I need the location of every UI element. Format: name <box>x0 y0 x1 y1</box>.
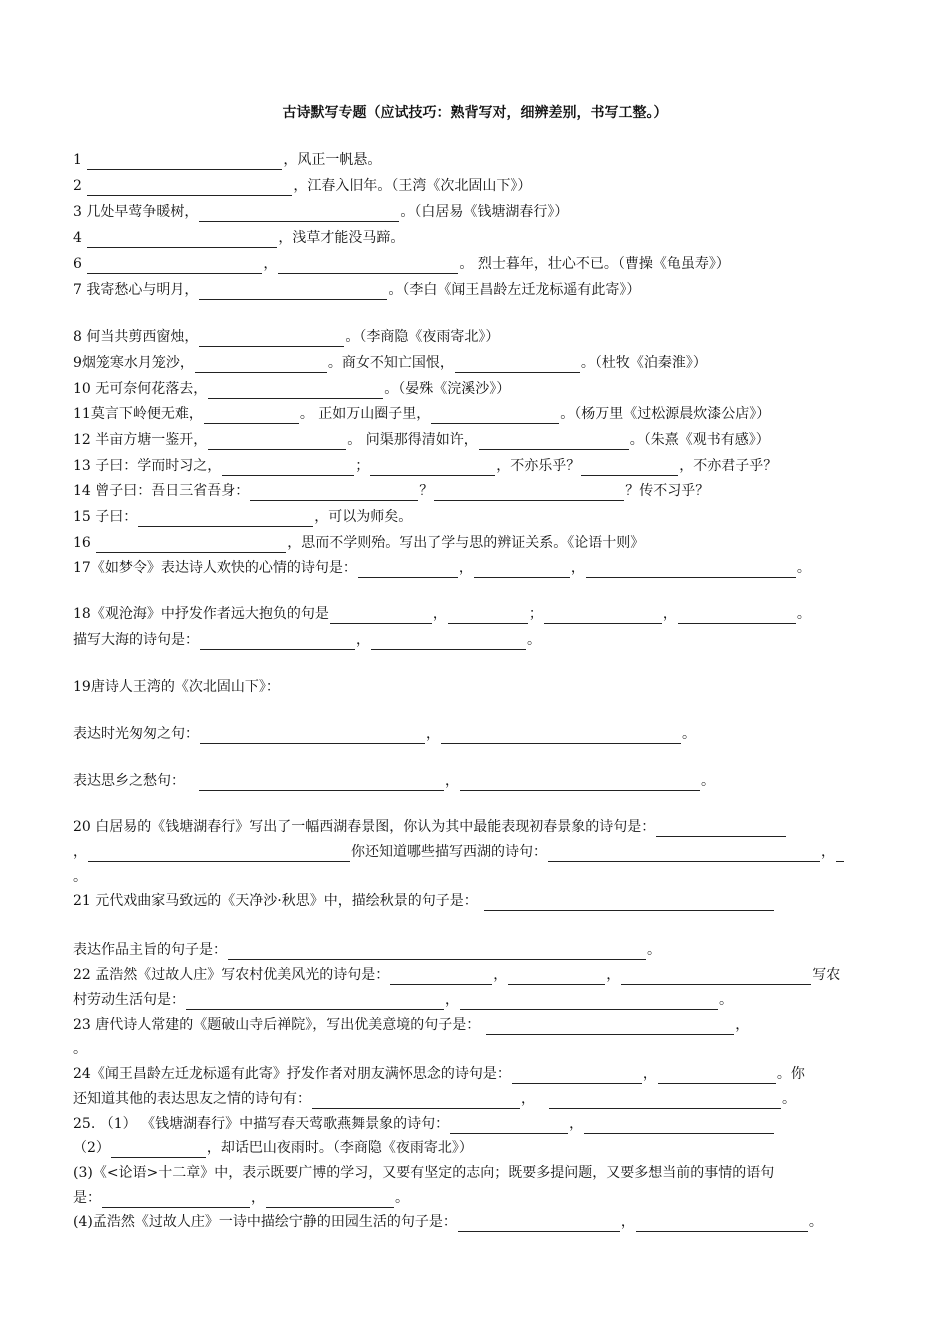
page-title: 古诗默写专题（应试技巧：熟背写对，细辨差别，书写工整。） <box>282 105 668 121</box>
question-13: 13 子曰：学而时习之， ； ，不亦乐乎？ ，不亦君子乎？ <box>73 458 778 474</box>
answer-blank[interactable] <box>656 822 786 837</box>
question-24-line-2: 还知道其他的表达思友之情的诗句有： ， 。 <box>73 1091 796 1107</box>
answer-blank[interactable] <box>266 1193 394 1208</box>
answer-blank[interactable] <box>621 970 811 985</box>
answer-blank[interactable] <box>195 358 327 373</box>
question-2: 2 ，江春入旧年。（王湾《次北固山下》） <box>73 178 532 194</box>
answer-blank[interactable] <box>330 609 432 624</box>
answer-blank[interactable] <box>200 635 355 650</box>
answer-blank[interactable] <box>371 635 526 650</box>
answer-blank[interactable] <box>544 609 662 624</box>
answer-blank[interactable] <box>434 486 624 501</box>
question-21-line-1: 21 元代戏曲家马致远的《天净沙·秋思》中，描绘秋景的句子是： <box>73 891 775 911</box>
answer-blank[interactable] <box>186 995 444 1010</box>
answer-blank[interactable] <box>138 512 313 527</box>
answer-blank[interactable] <box>111 1143 206 1158</box>
answer-blank[interactable] <box>581 461 678 476</box>
question-11: 11莫言下岭便无难， 。 正如万山圈子里， 。（杨万里《过松源晨炊漆公店》） <box>73 406 771 422</box>
answer-blank[interactable] <box>479 435 629 450</box>
question-17: 17《如梦令》表达诗人欢快的心情的诗句是： ， ， 。 <box>73 560 811 576</box>
answer-blank[interactable] <box>222 461 354 476</box>
answer-blank[interactable] <box>586 563 796 578</box>
answer-blank[interactable] <box>441 729 681 744</box>
answer-blank[interactable] <box>228 945 646 960</box>
answer-blank[interactable] <box>87 181 292 196</box>
answer-blank[interactable] <box>549 1094 781 1109</box>
answer-blank[interactable] <box>200 729 425 744</box>
answer-blank[interactable] <box>486 1020 734 1035</box>
answer-blank[interactable] <box>358 563 458 578</box>
answer-blank[interactable] <box>102 1193 250 1208</box>
question-23-line-1: 23 唐代诗人常建的《题破山寺后禅院》，写出优美意境的句子是： ， <box>73 1017 750 1033</box>
answer-blank[interactable] <box>199 332 344 347</box>
answer-blank[interactable] <box>584 1119 774 1134</box>
answer-blank[interactable] <box>250 486 418 501</box>
answer-blank[interactable] <box>88 847 350 862</box>
answer-blank[interactable] <box>458 1217 620 1232</box>
question-25-2: （2） ，却话巴山夜雨时。（李商隐《夜雨寄北》） <box>73 1140 473 1156</box>
answer-blank[interactable] <box>448 609 528 624</box>
answer-blank[interactable] <box>431 409 559 424</box>
answer-blank[interactable] <box>460 776 700 791</box>
question-19: 19唐诗人王湾的《次北固山下》： <box>73 679 280 695</box>
question-10: 10 无可奈何花落去， 。（晏殊《浣溪沙》） <box>73 381 511 397</box>
answer-blank[interactable] <box>204 409 299 424</box>
answer-blank[interactable] <box>87 155 282 170</box>
answer-blank[interactable] <box>96 538 286 553</box>
answer-blank[interactable] <box>474 563 570 578</box>
answer-blank[interactable] <box>836 847 844 862</box>
answer-blank[interactable] <box>370 461 495 476</box>
answer-blank[interactable] <box>455 358 580 373</box>
question-23-line-2: 。 <box>73 1041 87 1057</box>
question-20-line-1: 20 白居易的《钱塘湖春行》写出了一幅西湖春景图，你认为其中最能表现初春景象的诗句是： <box>73 817 787 837</box>
question-25-3-answers: 是： ， 。 <box>73 1190 409 1206</box>
question-18-line-1: 18《观沧海》中抒发作者远大抱负的句是 ， ； ， 。 <box>73 606 811 622</box>
question-22-line-2: 村劳动生活句是： ， 。 <box>73 992 733 1008</box>
question-20-line-3: 。 <box>73 869 87 885</box>
answer-blank[interactable] <box>312 1094 520 1109</box>
question-3: 3 几处早莺争暖树， 。（白居易《钱塘湖春行》） <box>73 204 569 220</box>
answer-blank[interactable] <box>208 384 383 399</box>
question-8: 8 何当共剪西窗烛， 。（李商隐《夜雨寄北》） <box>73 329 500 345</box>
question-25-1: 25. （1） 《钱塘湖春行》中描写春天莺歌燕舞景象的诗句： ， <box>73 1114 775 1134</box>
answer-blank[interactable] <box>460 995 718 1010</box>
answer-blank[interactable] <box>199 285 387 300</box>
answer-blank[interactable] <box>484 896 774 911</box>
question-22-line-1: 22 孟浩然《过故人庄》写农村优美风光的诗句是： ， ， 写农 <box>73 967 841 983</box>
answer-blank[interactable] <box>87 233 277 248</box>
question-19-homesick: 表达思乡之愁句： ， 。 <box>73 773 715 789</box>
answer-blank[interactable] <box>87 259 262 274</box>
question-20-line-2: ， 你还知道哪些描写西湖的诗句： ， <box>73 842 845 862</box>
answer-blank[interactable] <box>658 1069 776 1084</box>
question-25-4: (4)孟浩然《过故人庄》一诗中描绘宁静的田园生活的句子是： ， 。 <box>73 1214 823 1230</box>
question-4: 4 ，浅草才能没马蹄。 <box>73 230 405 246</box>
question-1: 1 ，风正一帆悬。 <box>73 152 382 168</box>
answer-blank[interactable] <box>199 776 444 791</box>
question-18-line-2: 描写大海的诗句是： ， 。 <box>73 632 541 648</box>
question-19-time: 表达时光匆匆之句： ， 。 <box>73 726 696 742</box>
question-7: 7 我寄愁心与明月， 。（李白《闻王昌龄左迁龙标遥有此寄》） <box>73 282 641 298</box>
answer-blank[interactable] <box>278 259 458 274</box>
question-24-line-1: 24《闻王昌龄左迁龙标遥有此寄》抒发作者对朋友满怀思念的诗句是： ， 。你 <box>73 1066 805 1082</box>
question-6: 6 ， 。 烈士暮年，壮心不已。（曹操《龟虽寿》） <box>73 256 730 272</box>
answer-blank[interactable] <box>508 970 605 985</box>
question-16: 16 ，思而不学则殆。写出了学与思的辨证关系。《论语十则》 <box>73 535 645 551</box>
answer-blank[interactable] <box>548 847 820 862</box>
answer-blank[interactable] <box>512 1069 642 1084</box>
answer-blank[interactable] <box>636 1217 808 1232</box>
answer-blank[interactable] <box>450 1119 568 1134</box>
question-21-line-2: 表达作品主旨的句子是： 。 <box>73 942 661 958</box>
answer-blank[interactable] <box>199 207 399 222</box>
question-15: 15 子曰： ，可以为师矣。 <box>73 509 413 525</box>
answer-blank[interactable] <box>208 435 346 450</box>
question-14: 14 曾子曰：吾日三省吾身： ？ ？传不习乎？ <box>73 483 710 499</box>
answer-blank[interactable] <box>390 970 492 985</box>
question-12: 12 半亩方塘一鉴开， 。 问渠那得清如许， 。（朱熹《观书有感》） <box>73 432 770 448</box>
answer-blank[interactable] <box>678 609 796 624</box>
question-25-3: (3)《<论语>十二章》中，表示既要广博的学习，又要有坚定的志向；既要多提问题，又要多想当前的事情的语句 <box>73 1165 775 1181</box>
question-9: 9烟笼寒水月笼沙， 。商女不知亡国恨， 。（杜牧《泊秦淮》） <box>73 355 707 371</box>
